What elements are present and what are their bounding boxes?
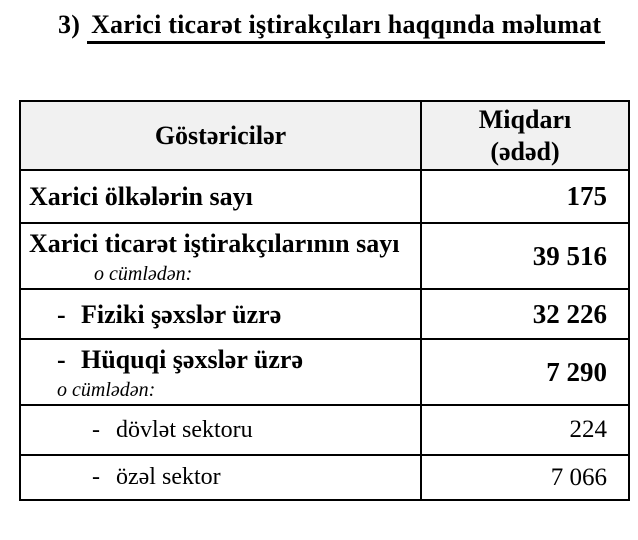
table-row (20, 405, 629, 455)
row-label: - Fiziki şəxslər üzrə (20, 289, 421, 339)
table-row (20, 223, 629, 289)
page-title (58, 10, 605, 40)
row-label: - Hüquqi şəxslər üzrə o cümlədən: (20, 339, 421, 405)
dash-bullet: - (92, 416, 100, 443)
row-label: - dövlət sektoru (20, 405, 421, 455)
column-header-quantity-line1: Miqdarı (478, 105, 572, 135)
table-row (20, 289, 629, 339)
column-header-quantity-line2: (ədəd) (490, 136, 560, 166)
table-row (20, 455, 629, 500)
row-value: 7 066 (421, 455, 629, 500)
trade-participants-table (19, 100, 630, 501)
row-value: 224 (421, 405, 629, 455)
column-header-indicators: Göstəricilər (20, 101, 421, 170)
table-header-row (20, 101, 629, 170)
dash-bullet: - (57, 299, 66, 329)
table-row (20, 339, 629, 405)
row-sublabel: o cümlədən: (94, 263, 193, 286)
dash-bullet: - (57, 345, 66, 375)
row-label: Xarici ölkələrin sayı (20, 170, 421, 223)
row-value: 39 516 (421, 223, 629, 289)
row-sublabel: o cümlədən: (57, 379, 156, 402)
row-label: Xarici ticarət iştirakçılarının sayı o cümlədən: (20, 223, 421, 289)
row-value: 32 226 (421, 289, 629, 339)
dash-bullet: - (92, 464, 100, 491)
page-title-text: Xarici ticarət iştirakçıları haqqında məlumat (87, 10, 605, 44)
row-value: 175 (421, 170, 629, 223)
column-header-quantity (421, 101, 629, 170)
page-title-number: 3) (58, 10, 81, 39)
row-value: 7 290 (421, 339, 629, 405)
table-row (20, 170, 629, 223)
row-label: - özəl sektor (20, 455, 421, 500)
